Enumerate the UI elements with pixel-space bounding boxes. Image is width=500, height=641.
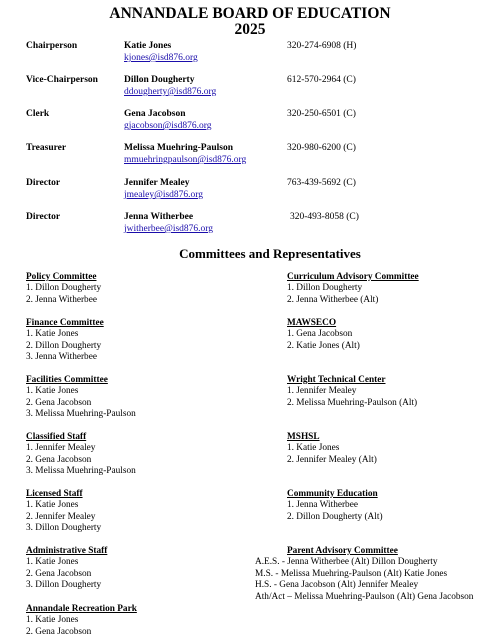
- board-role: Clerk: [26, 109, 50, 119]
- committee-member: 2. Dillon Dougherty (Alt): [287, 511, 383, 522]
- board-member-name: Gena Jacobson: [124, 109, 186, 119]
- committee-block: [26, 489, 101, 535]
- committee-member: 1. Katie Jones: [26, 557, 79, 568]
- board-role: Director: [26, 212, 61, 222]
- board-member-name: Melissa Muehring-Paulson: [124, 143, 233, 153]
- committee-member: 2. Dillon Dougherty: [26, 340, 102, 351]
- board-role: Chairperson: [26, 41, 78, 51]
- board-member-email-link[interactable]: kjones@isd876.org: [124, 53, 198, 63]
- board-role: Vice-Chairperson: [26, 75, 98, 85]
- committee-member: 3. Melissa Muehring-Paulson: [26, 409, 136, 420]
- committee-title: Facilities Committee: [26, 375, 108, 385]
- board-role: Director: [26, 178, 61, 188]
- parent-advisory-line: Ath/Act – Melissa Muehring-Paulson (Alt) Gena Jacobson: [255, 591, 474, 602]
- committee-member: 2. Melissa Muehring-Paulson (Alt): [287, 397, 418, 408]
- committee-title: Wright Technical Center: [287, 375, 386, 385]
- board-member-email-link[interactable]: gjacobson@isd876.org: [124, 121, 212, 131]
- board-member-phone: 320-493-8058 (C): [290, 212, 359, 222]
- committee-member: 1. Katie Jones: [26, 386, 79, 397]
- committee-member: 3. Melissa Muehring-Paulson: [26, 466, 136, 477]
- board-member-email-link[interactable]: mmuehringpaulson@isd876.org: [124, 155, 247, 165]
- board-member-phone: 320-250-6501 (C): [287, 109, 356, 119]
- committee-block: [26, 272, 101, 306]
- committee-member: 1. Katie Jones: [26, 500, 79, 511]
- committee-member: 2. Gena Jacobson: [26, 626, 92, 637]
- parent-advisory-line: A.E.S. - Jenna Witherbee (Alt) Dillon Dougherty: [255, 557, 438, 568]
- board-role: Treasurer: [26, 143, 67, 153]
- committee-block: [26, 375, 136, 421]
- committee-block: [287, 318, 360, 352]
- parent-advisory-line: H.S. - Gena Jacobson (Alt) Jennifer Mealey: [255, 580, 419, 591]
- committee-title: Curriculum Advisory Committee: [287, 272, 419, 282]
- committee-block: [287, 489, 383, 523]
- committee-member: 1. Dillon Dougherty: [287, 283, 363, 294]
- committee-member: 2. Katie Jones (Alt): [287, 340, 360, 351]
- board-member-name: Jenna Witherbee: [124, 212, 194, 222]
- board-member-name: Katie Jones: [124, 41, 172, 51]
- page-title: ANNANDALE BOARD OF EDUCATION: [109, 5, 391, 22]
- committee-title: Finance Committee: [26, 318, 104, 328]
- committee-member: 3. Dillon Dougherty: [26, 580, 102, 591]
- board-member-email-link[interactable]: jwitherbee@isd876.org: [124, 224, 214, 234]
- committee-member: 2. Jenna Witherbee (Alt): [287, 294, 379, 305]
- committee-title: Parent Advisory Committee: [287, 546, 398, 556]
- parent-advisory-line: M.S. - Melissa Muehring-Paulson (Alt) Katie Jones: [255, 568, 448, 579]
- committee-member: 1. Jenna Witherbee: [287, 500, 358, 511]
- committee-block: [26, 432, 136, 478]
- committee-title: Administrative Staff: [26, 546, 108, 556]
- committee-member: 2. Gena Jacobson: [26, 568, 92, 579]
- committee-member: 2. Jennifer Mealey (Alt): [287, 454, 377, 465]
- board-member-phone: 763-439-5692 (C): [287, 178, 356, 188]
- committee-member: 1. Katie Jones: [26, 615, 79, 626]
- committee-title: MAWSECO: [287, 318, 337, 328]
- committee-title: Classified Staff: [26, 432, 87, 442]
- committee-member: 2. Jennifer Mealey: [26, 511, 96, 522]
- parent-advisory-block: [255, 546, 473, 603]
- committee-block: [287, 272, 419, 306]
- board-member-name: Dillon Dougherty: [124, 75, 195, 85]
- committee-member: 2. Jenna Witherbee: [26, 294, 97, 305]
- committee-member: 2. Gena Jacobson: [26, 397, 92, 408]
- board-member-phone: 320-980-6200 (C): [287, 143, 356, 153]
- board-member-email-link[interactable]: jmealey@isd876.org: [124, 190, 204, 200]
- committee-title: Licensed Staff: [26, 489, 83, 499]
- committee-member: 1. Katie Jones: [287, 443, 340, 454]
- board-member-phone: 320-274-6908 (H): [287, 41, 357, 51]
- committee-member: 2. Gena Jacobson: [26, 454, 92, 465]
- committee-block: [287, 375, 417, 409]
- committee-title: Annandale Recreation Park: [26, 604, 137, 614]
- committee-block: [287, 432, 377, 466]
- committee-title: Policy Committee: [26, 272, 97, 282]
- committee-member: 3. Dillon Dougherty: [26, 523, 102, 534]
- committee-title: MSHSL: [287, 432, 320, 442]
- page-year: 2025: [234, 21, 266, 38]
- committee-block: [26, 546, 107, 592]
- board-member-email-link[interactable]: ddougherty@isd876.org: [124, 87, 217, 97]
- committee-member: 1. Jennifer Mealey: [287, 386, 357, 397]
- committee-member: 3. Jenna Witherbee: [26, 352, 97, 363]
- committee-block: [26, 318, 104, 364]
- committee-title: Community Education: [287, 489, 378, 499]
- committees-heading: Committees and Representatives: [179, 246, 361, 261]
- board-member-phone: 612-570-2964 (C): [287, 75, 356, 85]
- committee-member: 1. Dillon Dougherty: [26, 283, 102, 294]
- committee-member: 1. Jennifer Mealey: [26, 443, 96, 454]
- board-member-name: Jennifer Mealey: [124, 178, 190, 188]
- committee-member: 1. Gena Jacobson: [287, 329, 353, 340]
- committee-block: [26, 604, 137, 638]
- committee-member: 1. Katie Jones: [26, 329, 79, 340]
